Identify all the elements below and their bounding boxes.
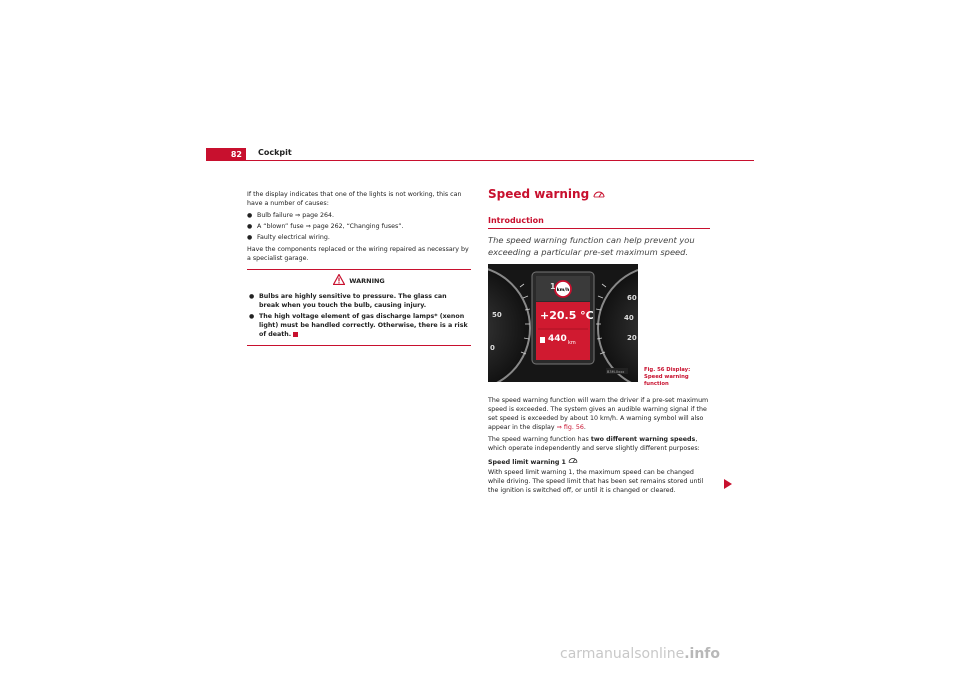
paragraph-text: The speed warning function will warn the driver if a pre-set maximum speed is exceeded. The system gives an audible warning signal if the set speed is exceeded by about 10 km/h. A warning symbol will also appear in the display bbox=[488, 397, 709, 431]
dial-label-left: 50 bbox=[492, 311, 502, 319]
paragraph: With speed limit warning 1, the maximum speed can be changed while driving. The speed limit that has been set remains stored until the ignition is switched off, or until it is changed or cleared. bbox=[488, 469, 704, 494]
speed-warning-icon bbox=[593, 189, 605, 200]
dial-label-left: 0 bbox=[490, 344, 495, 352]
repair-note: Have the components replaced or the wiring repaired as necessary by a specialist garage. bbox=[247, 246, 469, 262]
section-title-text: Speed warning bbox=[488, 186, 590, 201]
figure-speed-display bbox=[488, 264, 638, 382]
watermark bbox=[560, 646, 720, 662]
display-temperature: +20.5 °C bbox=[540, 309, 594, 322]
paragraph bbox=[488, 396, 710, 432]
speed-warning-icon bbox=[568, 459, 578, 466]
dial-label-right: 20 bbox=[627, 334, 637, 342]
figure-caption: Fig. 56 Display: Speed warning function bbox=[644, 367, 691, 387]
cause-item: ● Bulb failure ⇒ page 264. bbox=[247, 211, 471, 220]
warning-item: ● Bulbs are highly sensitive to pressure. The glass can break when you touch the bulb, causing injury. bbox=[249, 292, 469, 310]
dial-label-right: 60 bbox=[627, 294, 637, 302]
warning-item bbox=[249, 312, 469, 339]
watermark-suffix: .info bbox=[684, 646, 721, 662]
cause-item: ● Faulty electrical wiring. bbox=[247, 233, 471, 242]
display-marker: 1 bbox=[550, 282, 556, 291]
paragraph bbox=[488, 435, 710, 453]
lights-intro: If the display indicates that one of the lights is not working, this can have a number of causes: bbox=[247, 191, 462, 207]
header-divider bbox=[206, 160, 754, 161]
cause-item: ● A “blown” fuse ⇒ page 262, “Changing fuses”. bbox=[247, 222, 471, 231]
warning-title: WARNING bbox=[349, 276, 385, 285]
figure-reference-link[interactable]: ⇒ fig. 56 bbox=[556, 424, 584, 431]
subheading-text: Speed limit warning 1 bbox=[488, 459, 566, 466]
page-number: 82 bbox=[206, 148, 246, 161]
paragraph-text: , which operate independently and serve slightly different purposes: bbox=[488, 436, 700, 452]
display-speed-unit: km/h bbox=[556, 288, 570, 293]
emphasis-text: two different warning speeds bbox=[590, 436, 696, 443]
subheading bbox=[488, 456, 710, 467]
right-column bbox=[488, 186, 710, 498]
paragraph-text: . bbox=[583, 424, 586, 431]
left-column bbox=[247, 190, 471, 346]
display-range-unit: km bbox=[568, 340, 576, 346]
subsection-title: Introduction bbox=[488, 216, 710, 229]
warning-list bbox=[249, 292, 469, 339]
instrument-cluster-illustration bbox=[488, 264, 638, 382]
warning-box bbox=[247, 269, 471, 346]
display-range-value: 440 bbox=[548, 334, 567, 344]
warning-triangle-icon bbox=[333, 274, 345, 288]
intro-text: The speed warning function can help prevent you exceeding a particular pre-set maximum speed. bbox=[488, 235, 695, 257]
paragraph-text: The speed warning function has bbox=[488, 436, 591, 443]
dial-label-right: 40 bbox=[624, 314, 634, 322]
figure-code: B3M-0xxx bbox=[607, 370, 625, 374]
section-end-icon bbox=[293, 332, 298, 337]
causes-list bbox=[247, 211, 471, 242]
chapter-title: Cockpit bbox=[258, 148, 292, 157]
next-page-arrow-icon[interactable] bbox=[724, 479, 732, 489]
speed-warning-body bbox=[488, 396, 710, 495]
warning-header bbox=[249, 274, 469, 288]
watermark-prefix: carmanualsonline bbox=[560, 646, 685, 662]
warning-item-text: The high voltage element of gas discharge lamps* (xenon light) must be handled correctly. Otherwise, there is a risk of death. bbox=[259, 313, 468, 338]
section-title bbox=[488, 186, 710, 202]
